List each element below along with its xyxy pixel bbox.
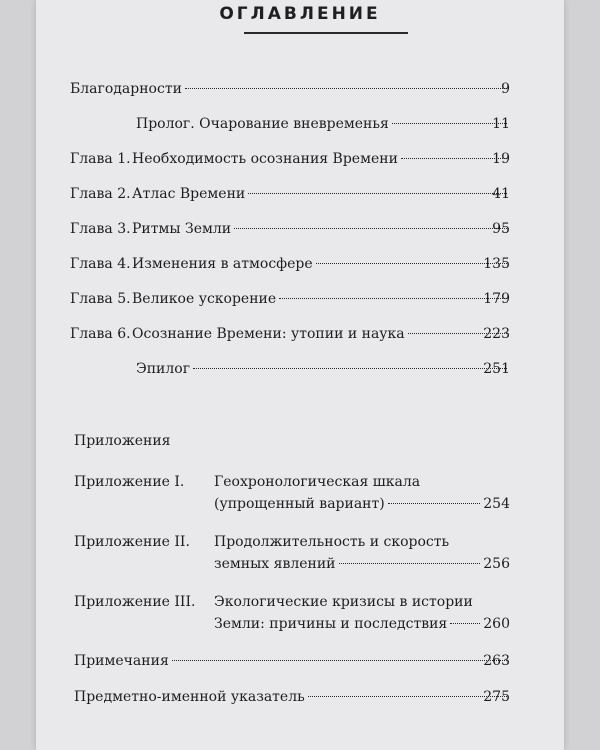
entry-title: Ритмы Земли: [132, 221, 232, 237]
toc-entry-prologue[interactable]: [36, 113, 564, 135]
chapter-label: Глава 4.: [70, 256, 131, 272]
entry-title: Эпилог: [136, 361, 191, 377]
toc-entry-chapter-2[interactable]: [36, 183, 564, 205]
chapter-label: Глава 1.: [70, 151, 131, 167]
toc-entry-epilogue[interactable]: [36, 358, 564, 380]
entry-title: Великое ускорение: [132, 291, 277, 307]
entry-page: 223: [483, 326, 510, 342]
entry-title: Примечания: [74, 653, 169, 669]
entry-page: 263: [483, 653, 510, 669]
leader-dots: [193, 368, 507, 369]
entry-title: Пролог. Очарование вневременья: [136, 116, 389, 132]
leader-dots: [388, 503, 481, 504]
toc-entry-chapter-4[interactable]: [36, 253, 564, 275]
entry-title: Благодарности: [70, 81, 182, 97]
entry-title: Изменения в атмосфере: [132, 256, 313, 272]
entry-page: 19: [492, 151, 510, 167]
chapter-label: Глава 5.: [70, 291, 131, 307]
entry-page: 11: [492, 116, 510, 132]
leader-dots: [450, 623, 480, 624]
chapter-label: Глава 6.: [70, 326, 131, 342]
entry-page: 254: [483, 496, 510, 512]
entry-page: 135: [483, 256, 510, 272]
toc-entry-index[interactable]: [36, 686, 564, 708]
entry-page: 41: [492, 186, 510, 202]
heading-underline: [244, 32, 408, 34]
leader-dots: [339, 563, 481, 564]
toc-entry-appendix-3[interactable]: [36, 591, 564, 635]
toc-entry-appendix-2[interactable]: [36, 531, 564, 575]
entry-page: 251: [483, 361, 510, 377]
appendix-title-line-1: Продолжительность и скорость: [214, 534, 450, 550]
appendix-label: Приложение III.: [74, 594, 196, 610]
toc-entry-acknowledgements[interactable]: [36, 78, 564, 100]
entry-page: 179: [483, 291, 510, 307]
chapter-label: Глава 3.: [70, 221, 131, 237]
appendices-heading: Приложения: [74, 433, 171, 449]
toc-entry-chapter-1[interactable]: [36, 148, 564, 170]
entry-title: Осознание Времени: утопии и наука: [132, 326, 405, 342]
toc-entry-chapter-6[interactable]: [36, 323, 564, 345]
appendix-label: Приложение II.: [74, 534, 190, 550]
appendix-label: Приложение I.: [74, 474, 185, 490]
appendix-title-line-2: (упрощенный вариант): [214, 496, 385, 512]
chapter-label: Глава 2.: [70, 186, 131, 202]
entry-page: 95: [492, 221, 510, 237]
appendix-title-line-2: земных явлений: [214, 556, 336, 572]
entry-page: 260: [483, 616, 510, 632]
entry-page: 275: [483, 689, 510, 705]
entry-title: Предметно-именной указатель: [74, 689, 305, 705]
leader-dots: [172, 660, 507, 661]
toc-entry-notes[interactable]: [36, 650, 564, 672]
entry-page: 9: [501, 81, 510, 97]
appendix-title-line-2: Земли: причины и последствия: [214, 616, 448, 632]
toc-entry-chapter-3[interactable]: [36, 218, 564, 240]
leader-dots: [185, 88, 507, 89]
appendix-title-line-1: Геохронологическая шкала: [214, 474, 421, 490]
book-page: [36, 0, 564, 750]
toc-heading: ОГЛАВЛЕНИЕ: [219, 4, 381, 24]
toc-entry-chapter-5[interactable]: [36, 288, 564, 310]
entry-page: 256: [483, 556, 510, 572]
entry-title: Атлас Времени: [132, 186, 246, 202]
toc-entry-appendix-1[interactable]: [36, 471, 564, 515]
entry-title: Необходимость осознания Времени: [132, 151, 398, 167]
appendix-title-line-1: Экологические кризисы в истории: [214, 594, 473, 610]
